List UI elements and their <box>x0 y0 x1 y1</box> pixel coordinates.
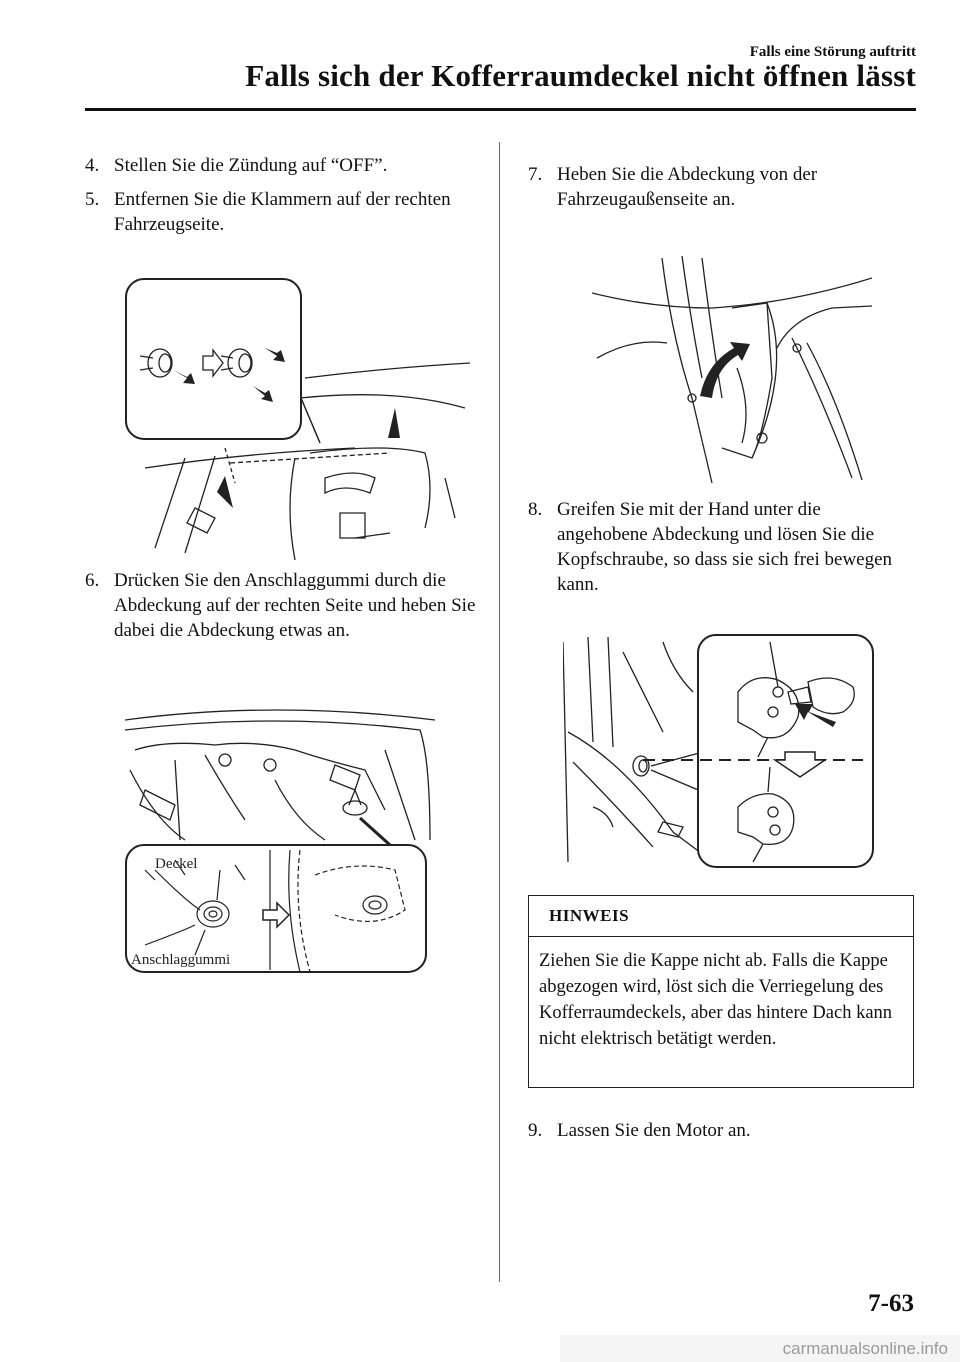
note-text: Ziehen Sie die Kappe nicht ab. Falls die Kappe abgezogen wird, löst sich die Verriegelung des Kofferraumdeckels, aber das hintere Dach kann nicht elektrisch betätigt werden. <box>539 951 893 1049</box>
step-number: 4. <box>85 155 100 176</box>
label-cover: Deckel <box>155 856 198 872</box>
figure-loosen-screw <box>563 632 875 872</box>
figure-lift-cover <box>592 248 872 488</box>
step-number: 5. <box>85 189 100 210</box>
step-number: 6. <box>85 570 100 591</box>
step-8 <box>528 497 908 597</box>
header-divider <box>85 108 916 111</box>
step-4 <box>85 153 485 178</box>
figure-clip-removal <box>125 278 470 560</box>
step-text: Entfernen Sie die Klammern auf der rechten Fahrzeugseite. <box>114 189 451 235</box>
watermark-link[interactable]: carmanualsonline.info <box>560 1335 960 1362</box>
step-text: Greifen Sie mit der Hand unter die angehobene Abdeckung und lösen Sie die Kopfschraube, so dass sie sich frei bewegen kann. <box>557 499 893 595</box>
step-7 <box>528 162 908 212</box>
page-number: 7-63 <box>868 1290 914 1317</box>
note-box <box>528 895 914 1088</box>
step-text: Drücken Sie den Anschlaggummi durch die Abdeckung auf der rechten Seite und heben Sie dabei die Abdeckung etwas an. <box>114 570 476 641</box>
section-title: Falls eine Störung auftritt <box>749 44 916 60</box>
note-title: HINWEIS <box>549 906 630 925</box>
step-number: 7. <box>528 164 543 185</box>
step-text: Lassen Sie den Motor an. <box>557 1120 751 1141</box>
column-divider <box>499 142 500 1282</box>
page-title: Falls sich der Kofferraumdeckel nicht öffnen lässt <box>245 58 916 93</box>
figure-stopper-rubber <box>125 700 435 978</box>
step-5 <box>85 187 475 237</box>
step-text: Stellen Sie die Zündung auf “OFF”. <box>114 155 388 176</box>
note-divider <box>529 936 913 937</box>
step-6 <box>85 568 480 643</box>
step-number: 9. <box>528 1120 543 1141</box>
step-9 <box>528 1118 908 1143</box>
step-text: Heben Sie die Abdeckung von der Fahrzeugaußenseite an. <box>557 164 818 210</box>
step-number: 8. <box>528 499 543 520</box>
label-stopper-rubber: Anschlaggummi <box>131 952 231 968</box>
